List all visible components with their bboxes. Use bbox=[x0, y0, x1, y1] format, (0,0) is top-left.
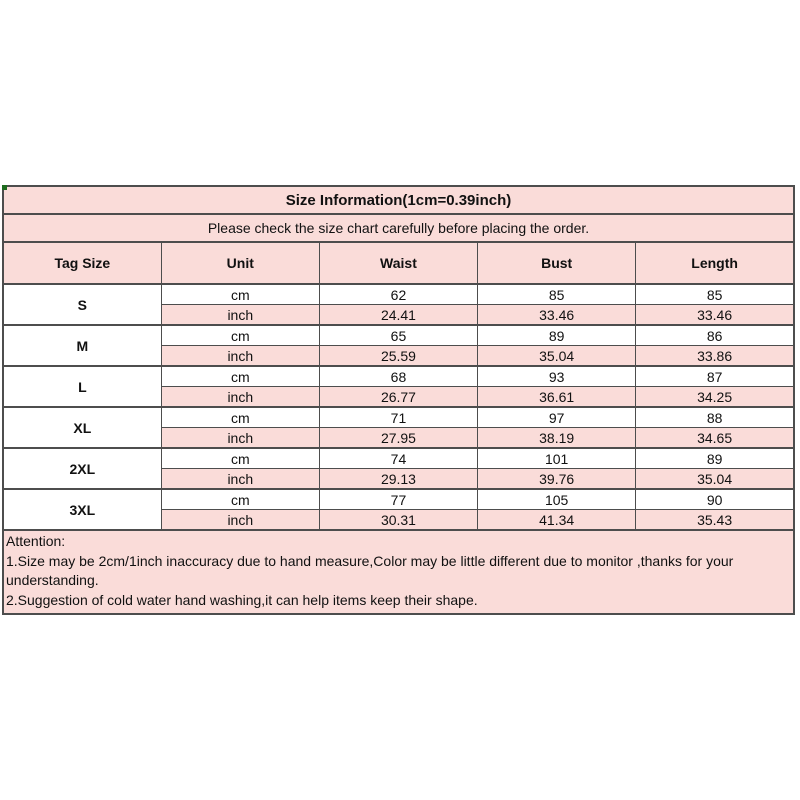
bust-cm-value: 101 bbox=[478, 448, 636, 469]
length-cm-value: 88 bbox=[636, 407, 794, 428]
bust-cm-value: 97 bbox=[478, 407, 636, 428]
unit-cell: cm bbox=[161, 448, 319, 469]
size-information-panel bbox=[2, 185, 795, 615]
bust-inch-value: 38.19 bbox=[478, 428, 636, 449]
unit-cell: cm bbox=[161, 407, 319, 428]
length-cm-value: 86 bbox=[636, 325, 794, 346]
bust-inch-value: 33.46 bbox=[478, 305, 636, 326]
table-title: Size Information(1cm=0.39inch) bbox=[3, 186, 794, 214]
table-title-row bbox=[3, 186, 794, 214]
bust-cm-value: 93 bbox=[478, 366, 636, 387]
unit-cell: cm bbox=[161, 489, 319, 510]
unit-cell: inch bbox=[161, 387, 319, 408]
bust-inch-value: 35.04 bbox=[478, 346, 636, 367]
unit-cell: inch bbox=[161, 510, 319, 531]
waist-inch-value: 25.59 bbox=[319, 346, 477, 367]
length-cm-value: 89 bbox=[636, 448, 794, 469]
unit-cell: inch bbox=[161, 428, 319, 449]
unit-cell: cm bbox=[161, 366, 319, 387]
table-subtitle-row bbox=[3, 214, 794, 242]
bust-inch-value: 39.76 bbox=[478, 469, 636, 490]
unit-cell: inch bbox=[161, 305, 319, 326]
bust-inch-value: 41.34 bbox=[478, 510, 636, 531]
length-inch-value: 35.04 bbox=[636, 469, 794, 490]
waist-inch-value: 24.41 bbox=[319, 305, 477, 326]
column-header-length: Length bbox=[636, 242, 794, 284]
attention-line-1: 1.Size may be 2cm/1inch inaccuracy due to hand measure,Color may be little different due to monitor ,thanks for your understanding. bbox=[6, 552, 734, 588]
waist-cm-value: 71 bbox=[319, 407, 477, 428]
size-label-m: M bbox=[3, 325, 161, 366]
unit-cell: inch bbox=[161, 346, 319, 367]
bust-cm-value: 85 bbox=[478, 284, 636, 305]
waist-cm-value: 77 bbox=[319, 489, 477, 510]
size-row-2xl-cm bbox=[3, 448, 794, 469]
size-label-3xl: 3XL bbox=[3, 489, 161, 530]
attention-line-2: 2.Suggestion of cold water hand washing,it can help items keep their shape. bbox=[6, 591, 478, 608]
column-header-bust: Bust bbox=[478, 242, 636, 284]
length-cm-value: 85 bbox=[636, 284, 794, 305]
waist-cm-value: 74 bbox=[319, 448, 477, 469]
bust-cm-value: 105 bbox=[478, 489, 636, 510]
size-label-xl: XL bbox=[3, 407, 161, 448]
column-header-unit: Unit bbox=[161, 242, 319, 284]
size-label-s: S bbox=[3, 284, 161, 325]
waist-cm-value: 62 bbox=[319, 284, 477, 305]
size-row-m-cm bbox=[3, 325, 794, 346]
waist-cm-value: 65 bbox=[319, 325, 477, 346]
bust-inch-value: 36.61 bbox=[478, 387, 636, 408]
length-inch-value: 34.65 bbox=[636, 428, 794, 449]
length-inch-value: 35.43 bbox=[636, 510, 794, 531]
length-inch-value: 33.86 bbox=[636, 346, 794, 367]
unit-cell: cm bbox=[161, 325, 319, 346]
size-chart-table bbox=[2, 185, 795, 615]
size-row-xl-cm bbox=[3, 407, 794, 428]
size-row-3xl-cm bbox=[3, 489, 794, 510]
waist-inch-value: 27.95 bbox=[319, 428, 477, 449]
unit-cell: cm bbox=[161, 284, 319, 305]
attention-heading: Attention: bbox=[6, 533, 66, 549]
table-subtitle: Please check the size chart carefully before placing the order. bbox=[3, 214, 794, 242]
waist-cm-value: 68 bbox=[319, 366, 477, 387]
waist-inch-value: 26.77 bbox=[319, 387, 477, 408]
length-cm-value: 87 bbox=[636, 366, 794, 387]
size-row-s-cm bbox=[3, 284, 794, 305]
length-cm-value: 90 bbox=[636, 489, 794, 510]
size-label-2xl: 2XL bbox=[3, 448, 161, 489]
unit-cell: inch bbox=[161, 469, 319, 490]
length-inch-value: 34.25 bbox=[636, 387, 794, 408]
column-header-tag-size: Tag Size bbox=[3, 242, 161, 284]
attention-note bbox=[3, 530, 794, 614]
bust-cm-value: 89 bbox=[478, 325, 636, 346]
length-inch-value: 33.46 bbox=[636, 305, 794, 326]
size-row-l-cm bbox=[3, 366, 794, 387]
waist-inch-value: 30.31 bbox=[319, 510, 477, 531]
attention-row bbox=[3, 530, 794, 614]
excel-corner-marker-icon bbox=[2, 185, 7, 190]
column-header-row bbox=[3, 242, 794, 284]
column-header-waist: Waist bbox=[319, 242, 477, 284]
waist-inch-value: 29.13 bbox=[319, 469, 477, 490]
size-label-l: L bbox=[3, 366, 161, 407]
